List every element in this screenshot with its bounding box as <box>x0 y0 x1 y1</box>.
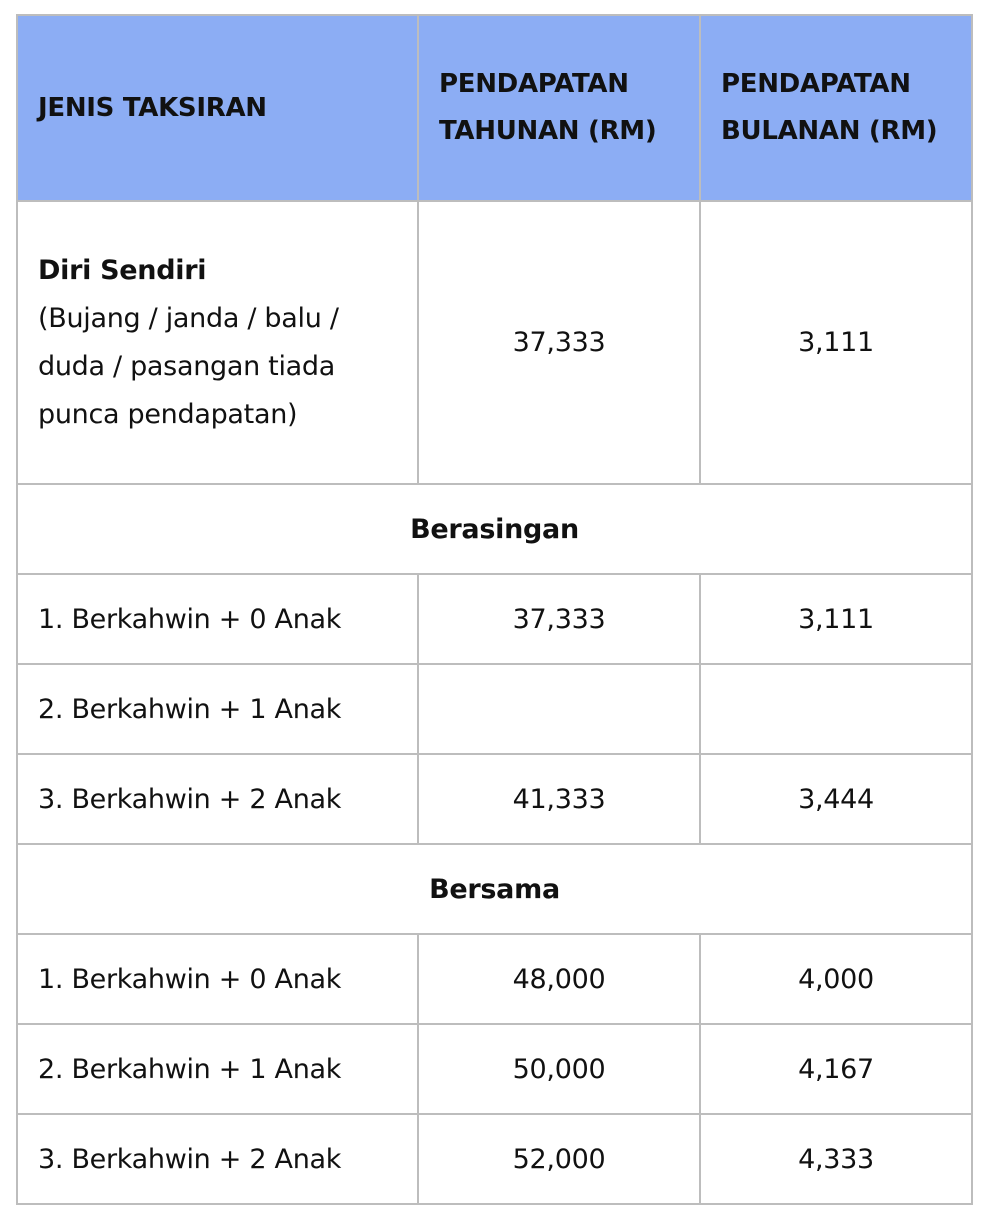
bulanan-value: 4,000 <box>700 934 972 1024</box>
table-row <box>17 574 972 664</box>
tahunan-value: 37,333 <box>418 574 700 664</box>
bulanan-value: 3,111 <box>700 201 972 484</box>
tahunan-value: 52,000 <box>418 1114 700 1204</box>
table-row <box>17 1024 972 1114</box>
row-label: 1. Berkahwin + 0 Anak <box>17 934 418 1024</box>
table-row <box>17 1114 972 1204</box>
table-row <box>17 664 972 754</box>
tahunan-value: 50,000 <box>418 1024 700 1114</box>
section-row <box>17 844 972 934</box>
bulanan-value <box>700 664 972 754</box>
bulanan-value: 3,444 <box>700 754 972 844</box>
row-label: 3. Berkahwin + 2 Anak <box>17 1114 418 1204</box>
bulanan-value: 4,167 <box>700 1024 972 1114</box>
header-jenis: JENIS TAKSIRAN <box>17 15 418 201</box>
tahunan-value <box>418 664 700 754</box>
table-row <box>17 201 972 484</box>
diri-sendiri-desc: (Bujang / janda / balu / duda / pasangan tiada punca pendapatan) <box>38 302 339 430</box>
bulanan-value: 3,111 <box>700 574 972 664</box>
header-tahunan: PENDAPATAN TAHUNAN (RM) <box>418 15 700 201</box>
row-label: 1. Berkahwin + 0 Anak <box>17 574 418 664</box>
table-row <box>17 934 972 1024</box>
tahunan-value: 41,333 <box>418 754 700 844</box>
section-row <box>17 484 972 574</box>
row-label: 2. Berkahwin + 1 Anak <box>17 1024 418 1114</box>
tahunan-value: 48,000 <box>418 934 700 1024</box>
header-row <box>17 15 972 201</box>
income-table <box>16 14 973 1205</box>
bulanan-value: 4,333 <box>700 1114 972 1204</box>
tahunan-value: 37,333 <box>418 201 700 484</box>
diri-sendiri-title: Diri Sendiri <box>38 254 207 286</box>
row-label: 3. Berkahwin + 2 Anak <box>17 754 418 844</box>
row-label <box>17 201 418 484</box>
section-bersama: Bersama <box>17 844 972 934</box>
table-row <box>17 754 972 844</box>
section-berasingan: Berasingan <box>17 484 972 574</box>
row-label: 2. Berkahwin + 1 Anak <box>17 664 418 754</box>
header-bulanan: PENDAPATAN BULANAN (RM) <box>700 15 972 201</box>
